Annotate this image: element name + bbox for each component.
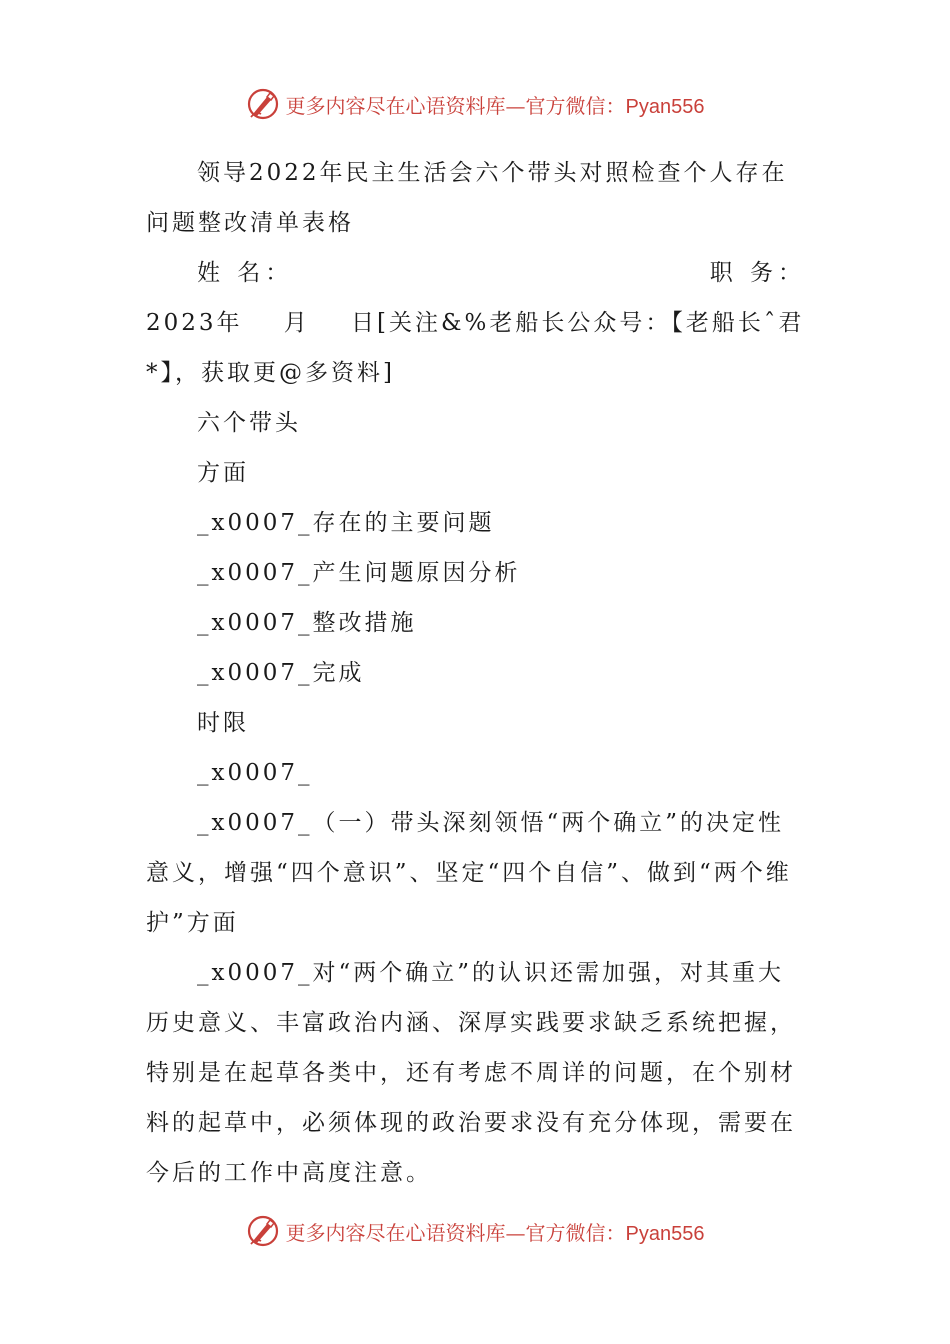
- section-heading: _x0007_（一）带头深刻领悟“两个确立”的决定性意义，增强“四个意识”、坚定“四个自信”、做到“两个维护”方面: [146, 810, 792, 936]
- job-label: 职 务：: [709, 260, 806, 286]
- header-watermark-banner: [0, 84, 950, 124]
- footer-watermark-banner: [0, 1211, 950, 1251]
- list-item: _x0007_完成: [197, 660, 365, 686]
- banner-text-cn: 更多内容尽在心语资料库—官方微信：: [285, 93, 626, 118]
- banner-text: [286, 1217, 705, 1246]
- body-paragraph: _x0007_对“两个确立”的认识还需加强，对其重大历史意义、丰富政治内涵、深厚实践要求缺乏系统把握，特别是在起草各类中，还有考虑不周详的问题，在个别材料的起草中，必须体现的政治要求没有充分体现，需要在今后的工作中高度注意。: [146, 960, 796, 1186]
- banner-text-cn: 更多内容尽在心语资料库—官方微信：: [285, 1220, 626, 1245]
- document-title: 领导2022年民主生活会六个带头对照检查个人存在问题整改清单表格: [146, 160, 788, 236]
- list-item: _x0007_产生问题原因分析: [197, 560, 521, 586]
- pen-logo-icon: [246, 87, 280, 121]
- name-job-row: [146, 248, 806, 298]
- banner-inner: [246, 1214, 705, 1248]
- name-label: 姓 名：: [197, 260, 294, 286]
- list-item: _x0007_: [197, 760, 313, 786]
- banner-wechat-id: Pyan556: [625, 1222, 705, 1245]
- date-line: 2023年 月 日[关注&%老船长公众号：【老船长ˆ君*】，获取更@多资料]: [146, 310, 805, 386]
- banner-inner: [246, 87, 705, 121]
- list-item: 六个带头: [197, 410, 301, 436]
- document-body: [146, 148, 806, 1198]
- list-item: 方面: [197, 460, 249, 486]
- list-item: _x0007_存在的主要问题: [197, 510, 495, 536]
- banner-text: [286, 90, 705, 119]
- list-item: 时限: [197, 710, 249, 736]
- pen-logo-icon: [246, 1214, 280, 1248]
- banner-wechat-id: Pyan556: [625, 95, 705, 118]
- list-item: _x0007_整改措施: [197, 610, 417, 636]
